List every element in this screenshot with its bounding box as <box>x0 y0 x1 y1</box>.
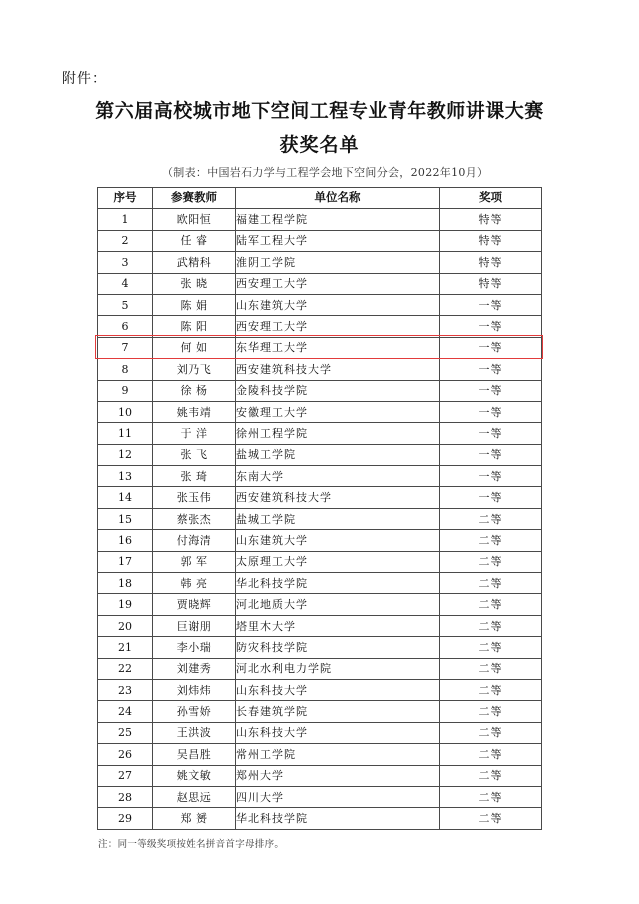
teacher-name: 巨谢朋 <box>153 615 236 636</box>
award-level: 二等 <box>440 701 542 722</box>
institution-name: 山东建筑大学 <box>236 530 440 551</box>
footnote: 注：同一等级奖项按姓名拼音首字母排序。 <box>98 839 285 850</box>
row-number: 24 <box>98 701 153 722</box>
award-level: 二等 <box>440 573 542 594</box>
institution-name: 金陵科技学院 <box>236 380 440 401</box>
teacher-name: 郑 赟 <box>153 808 236 829</box>
award-level: 特等 <box>440 273 542 294</box>
header-institution: 单位名称 <box>236 188 440 209</box>
teacher-name: 刘建秀 <box>153 658 236 679</box>
row-number: 13 <box>98 466 153 487</box>
teacher-name: 郭 军 <box>153 551 236 572</box>
row-number: 20 <box>98 615 153 636</box>
teacher-name: 张 晓 <box>153 273 236 294</box>
award-level: 二等 <box>440 722 542 743</box>
table-row <box>98 615 542 636</box>
award-level: 一等 <box>440 316 542 337</box>
institution-name: 四川大学 <box>236 786 440 807</box>
institution-name: 华北科技学院 <box>236 808 440 829</box>
table-row <box>98 701 542 722</box>
table-row <box>98 637 542 658</box>
institution-name: 盐城工学院 <box>236 444 440 465</box>
award-level: 一等 <box>440 444 542 465</box>
teacher-name: 赵思远 <box>153 786 236 807</box>
teacher-name: 武精科 <box>153 252 236 273</box>
award-level: 二等 <box>440 679 542 700</box>
table-row <box>98 401 542 422</box>
row-number: 5 <box>98 294 153 315</box>
institution-name: 长春建筑学院 <box>236 701 440 722</box>
row-number: 29 <box>98 808 153 829</box>
institution-name: 福建工程学院 <box>236 209 440 230</box>
institution-name: 徐州工程学院 <box>236 423 440 444</box>
award-level: 二等 <box>440 786 542 807</box>
award-level: 一等 <box>440 401 542 422</box>
table-row <box>98 294 542 315</box>
header-teacher: 参赛教师 <box>153 188 236 209</box>
header-number: 序号 <box>98 188 153 209</box>
table-row <box>98 466 542 487</box>
table-row <box>98 316 542 337</box>
awards-table <box>97 187 542 830</box>
table-row <box>98 658 542 679</box>
award-level: 一等 <box>440 359 542 380</box>
award-level: 二等 <box>440 508 542 529</box>
row-number: 27 <box>98 765 153 786</box>
row-number: 17 <box>98 551 153 572</box>
table-row <box>98 359 542 380</box>
row-number: 11 <box>98 423 153 444</box>
institution-name: 安徽理工大学 <box>236 401 440 422</box>
award-level: 二等 <box>440 637 542 658</box>
institution-name: 山东建筑大学 <box>236 294 440 315</box>
teacher-name: 吴昌胜 <box>153 744 236 765</box>
teacher-name: 姚文敏 <box>153 765 236 786</box>
teacher-name: 韩 亮 <box>153 573 236 594</box>
institution-name: 河北水利电力学院 <box>236 658 440 679</box>
row-number: 16 <box>98 530 153 551</box>
teacher-name: 张 飞 <box>153 444 236 465</box>
institution-name: 常州工学院 <box>236 744 440 765</box>
award-level: 二等 <box>440 530 542 551</box>
award-level: 一等 <box>440 487 542 508</box>
table-row <box>98 230 542 251</box>
institution-name: 西安建筑科技大学 <box>236 359 440 380</box>
teacher-name: 孙雪娇 <box>153 701 236 722</box>
row-number: 8 <box>98 359 153 380</box>
table-row <box>98 808 542 829</box>
teacher-name: 何 如 <box>153 337 236 358</box>
row-number: 7 <box>98 337 153 358</box>
table-row <box>98 252 542 273</box>
table-row <box>98 380 542 401</box>
award-level: 二等 <box>440 658 542 679</box>
award-level: 二等 <box>440 551 542 572</box>
institution-name: 西安理工大学 <box>236 273 440 294</box>
page-title: 第六届高校城市地下空间工程专业青年教师讲课大赛 <box>95 100 544 122</box>
row-number: 28 <box>98 786 153 807</box>
row-number: 3 <box>98 252 153 273</box>
table-row <box>98 722 542 743</box>
table-row <box>98 679 542 700</box>
table-row <box>98 744 542 765</box>
header-award: 奖项 <box>440 188 542 209</box>
table-row <box>98 423 542 444</box>
institution-name: 山东科技大学 <box>236 679 440 700</box>
award-level: 一等 <box>440 423 542 444</box>
award-level: 一等 <box>440 466 542 487</box>
institution-name: 塔里木大学 <box>236 615 440 636</box>
row-number: 22 <box>98 658 153 679</box>
teacher-name: 姚韦靖 <box>153 401 236 422</box>
teacher-name: 欧阳恒 <box>153 209 236 230</box>
institution-name: 东南大学 <box>236 466 440 487</box>
institution-name: 西安理工大学 <box>236 316 440 337</box>
award-level: 特等 <box>440 209 542 230</box>
table-row <box>98 273 542 294</box>
institution-name: 太原理工大学 <box>236 551 440 572</box>
teacher-name: 陈 娟 <box>153 294 236 315</box>
institution-name: 陆军工程大学 <box>236 230 440 251</box>
institution-name: 防灾科技学院 <box>236 637 440 658</box>
award-level: 一等 <box>440 380 542 401</box>
row-number: 1 <box>98 209 153 230</box>
row-number: 2 <box>98 230 153 251</box>
award-level: 二等 <box>440 594 542 615</box>
institution-name: 山东科技大学 <box>236 722 440 743</box>
table-row <box>98 594 542 615</box>
teacher-name: 贾晓辉 <box>153 594 236 615</box>
teacher-name: 徐 杨 <box>153 380 236 401</box>
row-number: 26 <box>98 744 153 765</box>
row-number: 19 <box>98 594 153 615</box>
row-number: 10 <box>98 401 153 422</box>
teacher-name: 刘乃飞 <box>153 359 236 380</box>
table-row <box>98 530 542 551</box>
institution-name: 淮阴工学院 <box>236 252 440 273</box>
table-row <box>98 786 542 807</box>
institution-name: 东华理工大学 <box>236 337 440 358</box>
award-level: 二等 <box>440 808 542 829</box>
teacher-name: 张 琦 <box>153 466 236 487</box>
table-row <box>98 573 542 594</box>
table-row <box>98 508 542 529</box>
row-number: 25 <box>98 722 153 743</box>
award-level: 特等 <box>440 230 542 251</box>
row-number: 18 <box>98 573 153 594</box>
row-number: 4 <box>98 273 153 294</box>
table-header-row <box>98 188 542 209</box>
institution-name: 西安建筑科技大学 <box>236 487 440 508</box>
row-number: 23 <box>98 679 153 700</box>
table-row <box>98 444 542 465</box>
teacher-name: 任 睿 <box>153 230 236 251</box>
table-row <box>98 551 542 572</box>
teacher-name: 陈 阳 <box>153 316 236 337</box>
row-number: 21 <box>98 637 153 658</box>
institution-name: 郑州大学 <box>236 765 440 786</box>
table-row <box>98 337 542 358</box>
teacher-name: 蔡张杰 <box>153 508 236 529</box>
institution-name: 华北科技学院 <box>236 573 440 594</box>
attachment-label: 附件： <box>62 71 107 87</box>
row-number: 15 <box>98 508 153 529</box>
award-level: 一等 <box>440 294 542 315</box>
institution-name: 盐城工学院 <box>236 508 440 529</box>
table-source-note: （制表：中国岩石力学与工程学会地下空间分会，2022年10月） <box>162 166 489 179</box>
row-number: 12 <box>98 444 153 465</box>
page-subtitle-heading: 获奖名单 <box>279 134 360 156</box>
award-level: 二等 <box>440 615 542 636</box>
institution-name: 河北地质大学 <box>236 594 440 615</box>
teacher-name: 张玉伟 <box>153 487 236 508</box>
award-level: 二等 <box>440 765 542 786</box>
row-number: 6 <box>98 316 153 337</box>
table-row <box>98 765 542 786</box>
award-level: 一等 <box>440 337 542 358</box>
teacher-name: 李小瑞 <box>153 637 236 658</box>
table-row <box>98 487 542 508</box>
teacher-name: 付海清 <box>153 530 236 551</box>
teacher-name: 于 洋 <box>153 423 236 444</box>
awards-table-body <box>98 209 542 829</box>
row-number: 9 <box>98 380 153 401</box>
teacher-name: 刘炜炜 <box>153 679 236 700</box>
award-level: 二等 <box>440 744 542 765</box>
table-row <box>98 209 542 230</box>
row-number: 14 <box>98 487 153 508</box>
award-level: 特等 <box>440 252 542 273</box>
teacher-name: 王洪波 <box>153 722 236 743</box>
